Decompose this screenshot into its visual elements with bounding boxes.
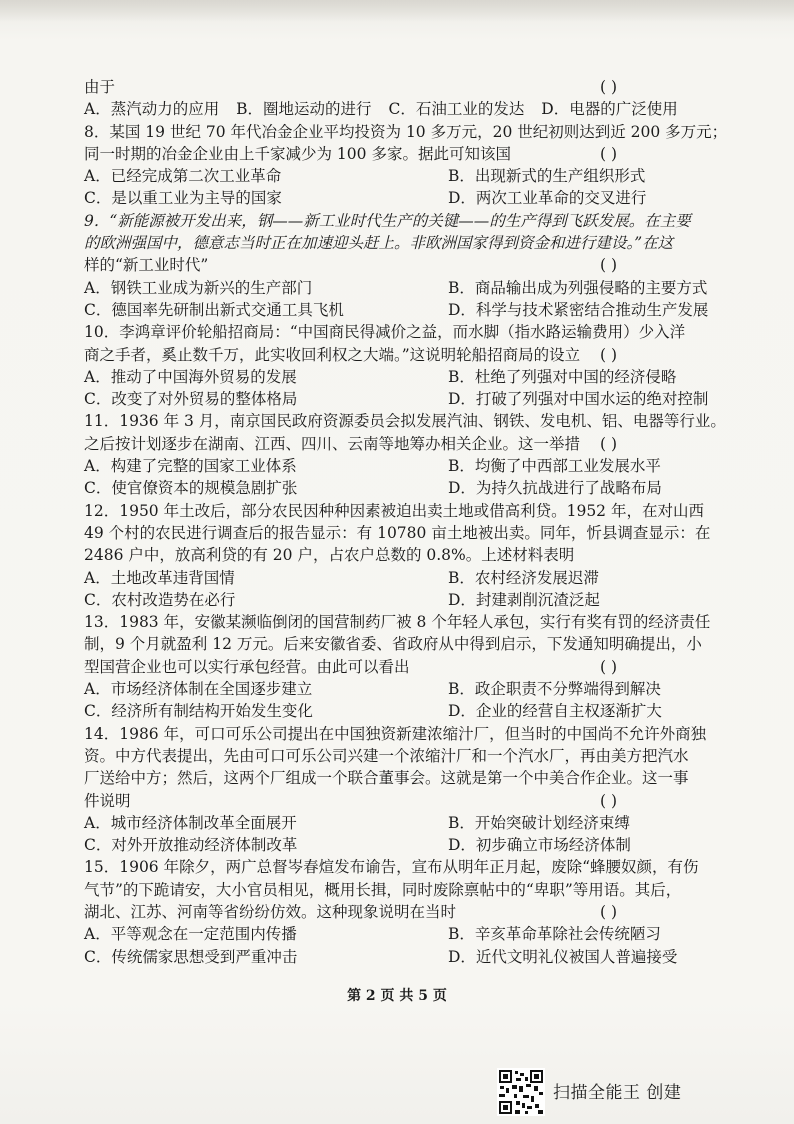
q9-stem-text: 样的“新工业时代”	[84, 256, 209, 275]
qr-code-icon	[497, 1068, 545, 1116]
q7-options	[84, 98, 684, 120]
q7-option-c: C．石油工业的发达	[388, 100, 525, 119]
q10-option-a: A．推动了中国海外贸易的发展	[84, 367, 297, 386]
q9-answer-paren: ( )	[600, 256, 618, 275]
q14-stem-line-3: 厂送给中方；然后，这两个厂组成一个联合董事会。这就是第一个中美合作企业。这一事	[84, 769, 689, 788]
q14-option-d: D．初步确立市场经济体制	[448, 836, 631, 855]
q13-stem-text: 型国营企业也可以实行承包经营。由此可以看出	[84, 657, 410, 676]
q8-option-a: A．已经完成第二次工业革命	[84, 167, 282, 186]
q15-stem-line-1: 15．1906 年除夕，两广总督岑春煊发布谕告，宣布从明年正月起，废除“蜂腰奴颜，有伤	[84, 858, 699, 877]
q10-option-c: C．改变了对外贸易的整体格局	[84, 390, 298, 409]
q13-stem-line-3	[84, 656, 684, 678]
q9-stem-line-2: 的欧洲强国中，德意志当时正在加速迎头赶上。非欧洲国家得到资金和进行建设。”在这	[84, 234, 674, 253]
q15-stem-line-2: 气节”的下跪请安，大小官员相见，概用长揖，同时废除禀帖中的“卑职”等用语。其后，	[84, 880, 682, 899]
q9-options-row-2	[84, 299, 709, 321]
q13-option-a: A．市场经济体制在全国逐步建立	[84, 680, 313, 699]
q9-option-a: A．钢铁工业成为新兴的生产部门	[84, 278, 313, 297]
q13-option-c: C．经济所有制结构开始发生变化	[84, 702, 313, 721]
q8-option-c: C．是以重工业为主导的国家	[84, 189, 282, 208]
q8-stem-text: 同一时期的冶金企业由上千家减少为 100 多家。据此可知该国	[84, 144, 511, 163]
q11-answer-paren: ( )	[600, 434, 618, 453]
q13-option-d: D．企业的经营自主权逐渐扩大	[448, 702, 662, 721]
q12-option-d: D．封建剥削沉渣泛起	[448, 590, 600, 609]
q10-options-row-1	[84, 366, 684, 388]
q11-options-row-2	[84, 477, 684, 499]
q9-option-b: B．商品输出成为列强侵略的主要方式	[448, 278, 708, 297]
q11-option-c: C．使官僚资本的规模急剧扩张	[84, 479, 298, 498]
q9-stem-line-3	[84, 254, 684, 276]
q15-answer-paren: ( )	[600, 902, 618, 921]
q14-option-a: A．城市经济体制改革全面展开	[84, 813, 297, 832]
q14-answer-paren: ( )	[600, 791, 618, 810]
q15-options-row-1	[84, 923, 684, 945]
q8-stem-line-1: 8．某国 19 世纪 70 年代冶金企业平均投资为 10 多万元，20 世纪初则达到近 200 多万元；	[84, 122, 728, 141]
q11-option-b: B．均衡了中西部工业发展水平	[448, 457, 661, 476]
q14-stem-line-1: 14．1986 年，可口可乐公司提出在中国独资新建浓缩汁厂，但当时的中国尚不允许外商独	[84, 724, 707, 743]
q14-stem-line-4	[84, 790, 684, 812]
q8-options-row-1	[84, 165, 684, 187]
q9-option-c: C．德国率先研制出新式交通工具飞机	[84, 300, 344, 319]
q12-stem-line-1: 12．1950 年土改后，部分农民因种种因素被迫出卖土地或借高利贷。1952 年，在对山西	[84, 501, 704, 520]
q10-stem-text: 商之手者，奚止数千万，此实收回利权之大端。”这说明轮船招商局的设立	[84, 345, 581, 364]
q9-stem-line-1: 9．“新能源被开发出来，钢——新工业时代生产的关键——的生产得到飞跃发展。在主要	[84, 211, 691, 230]
page-number: 第 2 页 共 5 页	[347, 988, 447, 1004]
q10-option-d: D．打破了列强对中国水运的绝对控制	[448, 390, 709, 409]
q15-option-c: C．传统儒家思想受到严重冲击	[84, 947, 298, 966]
q13-stem-line-1: 13．1983 年，安徽某濒临倒闭的国营制药厂被 8 个年轻人承包，实行有奖有罚的经济责任	[84, 613, 711, 632]
q15-option-a: A．平等观念在一定范围内传播	[84, 925, 297, 944]
q15-option-b: B．辛亥革命革除社会传统陋习	[448, 925, 661, 944]
q7-answer-paren: ( )	[600, 78, 618, 96]
q8-option-d: D．两次工业革命的交叉进行	[448, 189, 647, 208]
q9-option-d: D．科学与技术紧密结合推动生产发展	[448, 300, 709, 319]
q13-option-b: B．政企职责不分弊端得到解决	[448, 680, 661, 699]
q11-option-d: D．为持久抗战进行了战略布局	[448, 479, 662, 498]
q12-options-row-1	[84, 567, 684, 589]
q14-stem-line-2: 资。中方代表提出，先由可口可乐公司兴建一个浓缩汁厂和一个汽水厂，再由美方把汽水	[84, 746, 689, 765]
q8-options-row-2	[84, 187, 684, 209]
q11-stem-line-2	[84, 433, 684, 455]
q10-stem-line-2	[84, 344, 684, 366]
q11-options-row-1	[84, 455, 684, 477]
q10-answer-paren: ( )	[600, 345, 618, 364]
q15-option-d: D．近代文明礼仪被国人普遍接受	[448, 947, 678, 966]
q10-options-row-2	[84, 388, 709, 410]
q13-options-row-2	[84, 700, 684, 722]
q14-stem-text: 件说明	[84, 791, 131, 810]
qr-code-graphic	[497, 1068, 545, 1116]
q12-stem-line-3: 2486 户中，放高利贷的有 20 户，占农户总数的 0.8%。上述材料表明	[84, 546, 575, 565]
q7-stem	[84, 76, 684, 98]
question-list	[84, 76, 728, 968]
q12-stem-line-2: 49 个村的农民进行调查后的报告显示：有 10780 亩土地被出卖。同年，忻县调查显示：在	[84, 523, 711, 542]
q13-stem-line-2: 制，9 个月就盈利 12 万元。后来安徽省委、省政府从中得到启示，下发通知明确提出，小	[84, 635, 702, 654]
q11-option-a: A．构建了完整的国家工业体系	[84, 457, 297, 476]
q12-option-b: B．农村经济发展迟滞	[448, 568, 599, 587]
q7-option-d: D．电器的广泛使用	[541, 100, 678, 119]
q13-answer-paren: ( )	[600, 657, 618, 676]
q11-stem-text: 之后按计划逐步在湖南、江西、四川、云南等地筹办相关企业。这一举措	[84, 434, 581, 453]
q10-option-b: B．杜绝了列强对中国的经济侵略	[448, 367, 677, 386]
q15-options-row-2	[84, 946, 684, 968]
q8-option-b: B．出现新式的生产组织形式	[448, 167, 646, 186]
q9-options-row-1	[84, 277, 708, 299]
q8-stem-line-2	[84, 143, 684, 165]
q14-options-row-1	[84, 812, 684, 834]
q12-option-c: C．农村改造势在必行	[84, 590, 236, 609]
q14-options-row-2	[84, 834, 684, 856]
q10-stem-line-1: 10．李鸿章评价轮船招商局：“中国商民得减价之益，而水脚（指水路运输费用）少入洋	[84, 323, 686, 342]
scan-edge-shadow	[0, 0, 794, 22]
q13-options-row-1	[84, 678, 684, 700]
q12-options-row-2	[84, 589, 684, 611]
q15-stem-line-3	[84, 901, 684, 923]
q15-stem-text: 湖北、江苏、河南等省纷纷仿效。这种现象说明在当时	[84, 902, 457, 921]
q14-option-c: C．对外开放推动经济体制改革	[84, 836, 298, 855]
q11-stem-line-1: 11．1936 年 3 月，南京国民政府资源委员会拟发展汽油、钢铁、发电机、铝、电器等行业。	[84, 412, 726, 431]
q7-option-a: A．蒸汽动力的应用	[84, 100, 220, 119]
q12-option-a: A．土地改革违背国情	[84, 568, 235, 587]
q7-option-b: B．圈地运动的进行	[236, 100, 372, 119]
q8-answer-paren: ( )	[600, 144, 618, 163]
q14-option-b: B．开始突破计划经济束缚	[448, 813, 630, 832]
q7-stem-text: 由于	[84, 78, 116, 96]
scanner-watermark-label: 扫描全能王 创建	[553, 1083, 682, 1103]
